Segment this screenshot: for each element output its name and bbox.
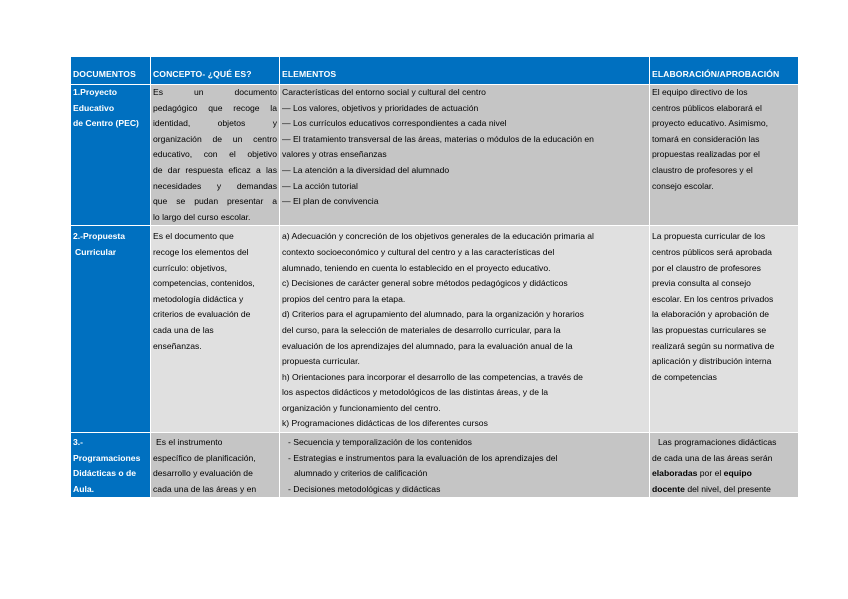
- elements-cell-propuesta: [280, 226, 650, 433]
- doc-cell-pec: [71, 85, 151, 226]
- header-documentos: DOCUMENTOS: [71, 57, 151, 85]
- doc-line: Educativo: [73, 102, 115, 113]
- element-line: evaluación de los aprendizajes del alumnado, para la evaluación anual de la: [282, 340, 573, 351]
- element-line: — Los currículos educativos correspondientes a cada nivel: [282, 118, 507, 129]
- element-line: - Estrategias e instrumentos para la evaluación de los aprendizajes del: [288, 452, 558, 463]
- concept-line: Es el documento que: [153, 231, 234, 242]
- doc-line: 3.-: [73, 437, 84, 448]
- elab-line: centros públicos elaborará el: [652, 102, 762, 113]
- header-elaboracion: ELABORACIÓN/APROBACIÓN: [650, 57, 799, 85]
- doc-line: Didácticas o de: [73, 468, 137, 479]
- doc-line: de Centro (PEC): [73, 118, 139, 129]
- element-line: c) Decisiones de carácter general sobre métodos pedagógicos y didácticos: [282, 278, 568, 289]
- element-line: alumnado y criterios de calificación: [294, 468, 428, 479]
- element-line: - Decisiones metodológicas y didácticas: [288, 483, 441, 494]
- elab-bold: docente: [652, 483, 685, 494]
- element-line: propios del centro para la etapa.: [282, 293, 406, 304]
- doc-line: Programaciones: [73, 452, 141, 463]
- element-line: d) Criterios para el agrupamiento del alumnado, para la organización y horarios: [282, 309, 584, 320]
- element-line: — El tratamiento transversal de las áreas, materias o módulos de la educación en: [282, 133, 594, 144]
- elab-line: Las programaciones didácticas: [658, 437, 777, 448]
- element-line: h) Orientaciones para incorporar el desarrollo de las competencias, a través de: [282, 371, 583, 382]
- doc-line: 2.-Propuesta: [73, 231, 126, 242]
- elab-line: La propuesta curricular de los: [652, 231, 766, 242]
- elab-line: consejo escolar.: [652, 180, 714, 191]
- concept-line: competencias, contenidos,: [153, 278, 255, 289]
- elab-bold: elaboradas: [652, 468, 698, 479]
- elab-line: tomará en consideración las: [652, 133, 760, 144]
- elab-bold: equipo: [723, 468, 752, 479]
- element-line: alumnado, teniendo en cuenta lo establecido en el proyecto educativo.: [282, 262, 551, 273]
- elab-line: [652, 482, 796, 498]
- element-line: - Secuencia y temporalización de los contenidos: [288, 437, 472, 448]
- element-line: los aspectos didácticos y metodológicos de las distintas áreas, y de la: [282, 387, 549, 398]
- header-elementos: ELEMENTOS: [280, 57, 650, 85]
- elab-line: de cada una de las áreas serán: [652, 452, 773, 463]
- concept-line: metodología didáctica y: [153, 293, 244, 304]
- elab-line: centros públicos será aprobada: [652, 246, 772, 257]
- header-row: [71, 57, 799, 85]
- elab-line: [652, 466, 796, 482]
- elab-line: escolar. En los centros privados: [652, 293, 774, 304]
- element-line: contexto socioeconómico y cultural del centro y a las características del: [282, 246, 555, 257]
- concept-line: cada una de las: [153, 324, 214, 335]
- concept-line: enseñanzas.: [153, 340, 202, 351]
- documents-table: [70, 56, 799, 498]
- header-concepto: CONCEPTO- ¿QUÉ ES?: [151, 57, 280, 85]
- elab-line: la elaboración y aprobación de: [652, 309, 770, 320]
- elab-line: de competencias: [652, 371, 717, 382]
- concept-line: lo largo del curso escolar.: [153, 211, 251, 222]
- concept-line: necesidades y demandas: [153, 180, 277, 191]
- elab-line: por el claustro de profesores: [652, 262, 761, 273]
- concept-line: específico de planificación,: [153, 452, 256, 463]
- concept-line: currículo: objetivos,: [153, 262, 228, 273]
- element-line: propuesta curricular.: [282, 356, 360, 367]
- element-line: k) Programaciones didácticas de los diferentes cursos: [282, 418, 488, 429]
- elab-text: del nivel, del presente: [684, 483, 771, 494]
- elements-cell-programaciones: [280, 433, 650, 498]
- element-line: — La acción tutorial: [282, 180, 358, 191]
- concept-cell-pec: [151, 85, 280, 226]
- element-line: valores y otras enseñanzas: [282, 149, 387, 160]
- elab-line: las propuestas curriculares se: [652, 324, 767, 335]
- element-line: organización y funcionamiento del centro.: [282, 402, 441, 413]
- elab-cell-propuesta: [650, 226, 799, 433]
- elab-line: realizará según su normativa de: [652, 340, 775, 351]
- elab-line: previa consulta al consejo: [652, 278, 751, 289]
- concept-line: organización de un centro: [153, 133, 277, 144]
- concept-line: educativo, con el objetivo: [153, 149, 277, 160]
- concept-cell-propuesta: [151, 226, 280, 433]
- element-line: a) Adecuación y concreción de los objetivos generales de la educación primaria al: [282, 231, 594, 242]
- concept-line: Es el instrumento: [156, 437, 223, 448]
- doc-line: 1.Proyecto: [73, 87, 117, 97]
- elab-line: proyecto educativo. Asimismo,: [652, 118, 769, 129]
- element-line: — La atención a la diversidad del alumnado: [282, 164, 450, 175]
- table-row-programaciones: [71, 433, 799, 498]
- elab-cell-pec: [650, 85, 799, 226]
- table-row-pec: [71, 85, 799, 226]
- concept-line: identidad, objetos y: [153, 118, 277, 129]
- doc-cell-programaciones: [71, 433, 151, 498]
- element-line: — Los valores, objetivos y prioridades de actuación: [282, 102, 479, 113]
- elements-cell-pec: [280, 85, 650, 226]
- concept-cell-programaciones: [151, 433, 280, 498]
- concept-line: Es un documento: [153, 87, 277, 97]
- concept-line: que se pudan presentar a: [153, 196, 277, 207]
- table-row-propuesta: [71, 226, 799, 433]
- elab-line: claustro de profesores y el: [652, 164, 753, 175]
- concept-line: criterios de evaluación de: [153, 309, 251, 320]
- element-line: — El plan de convivencia: [282, 196, 379, 207]
- concept-line: de dar respuesta eficaz a las: [153, 164, 277, 175]
- elab-cell-programaciones: [650, 433, 799, 498]
- elab-text: por el: [697, 468, 724, 479]
- doc-cell-propuesta: [71, 226, 151, 433]
- concept-line: pedagógico que recoge la: [153, 102, 277, 113]
- concept-line: desarrollo y evaluación de: [153, 468, 253, 479]
- elab-line: aplicación y distribución interna: [652, 356, 772, 367]
- elab-line: El equipo directivo de los: [652, 87, 748, 97]
- element-line: del curso, para la selección de materiales de desarrollo curricular, para la: [282, 324, 561, 335]
- elab-line: propuestas realizadas por el: [652, 149, 760, 160]
- doc-line: Aula.: [73, 483, 95, 494]
- concept-line: cada una de las áreas y en: [153, 483, 257, 494]
- element-line: Características del entorno social y cultural del centro: [282, 87, 486, 97]
- concept-line: recoge los elementos del: [153, 246, 249, 257]
- doc-line: Curricular: [75, 246, 117, 257]
